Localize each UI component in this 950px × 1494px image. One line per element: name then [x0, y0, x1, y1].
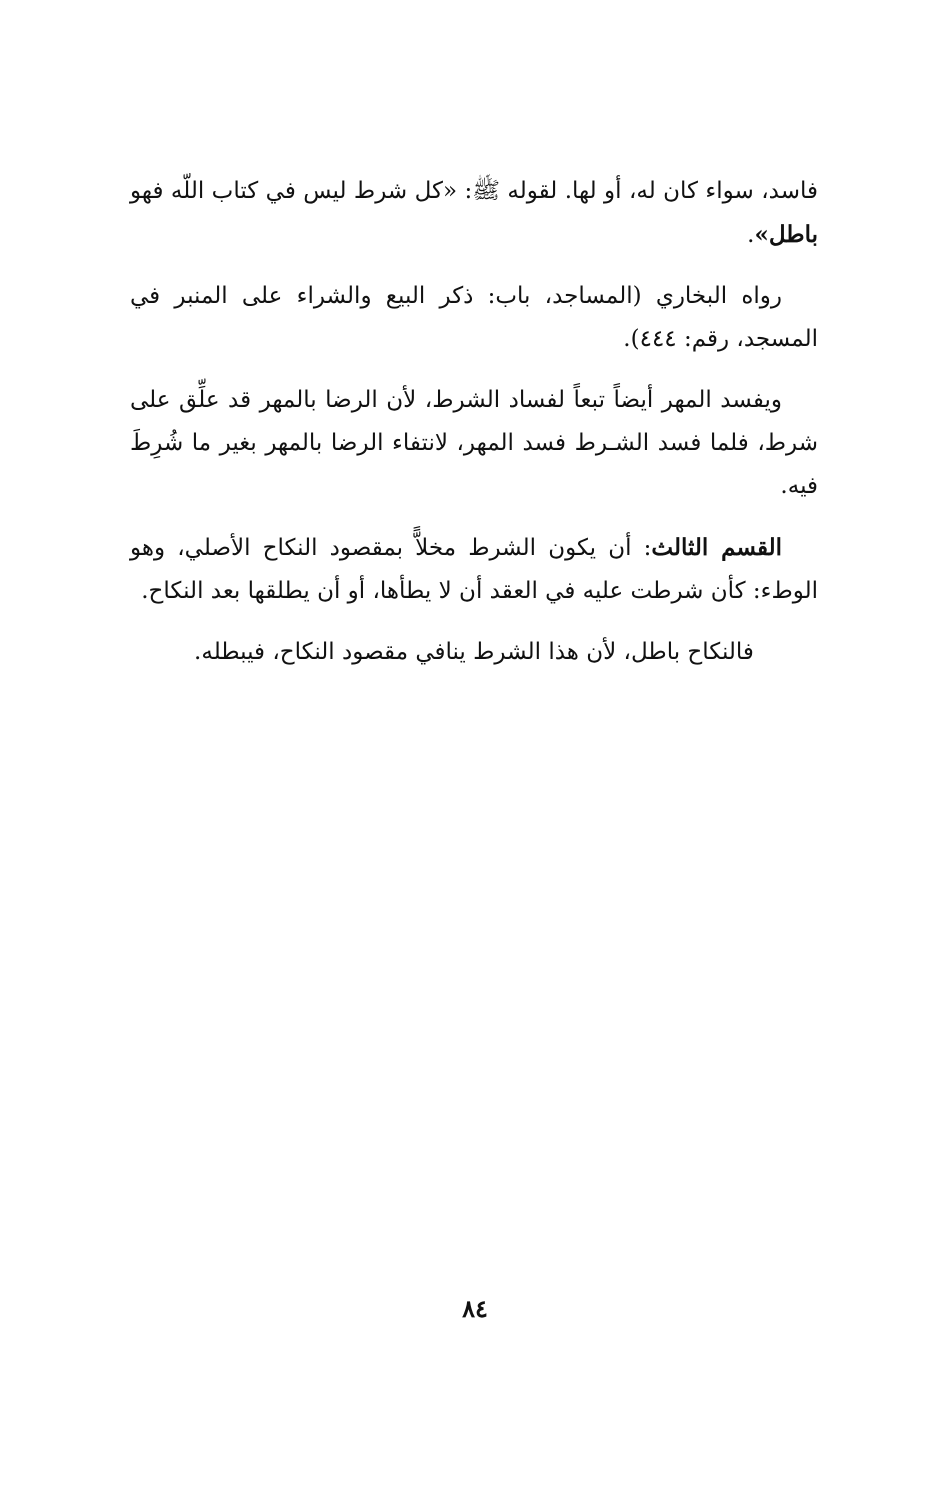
- page-number: ٨٤: [462, 1294, 488, 1323]
- paragraph-hadith: [130, 170, 818, 257]
- paragraph-mahr-text: ويفسد المهر أيضاً تبعاً لفساد الشرط، لأن الرضا بالمهر قد علِّق على شرط، فلما فسد الشـرط فسد المهر، لانتفاء الرضا بالمهر بغير ما شُرِطَ فيه.: [130, 387, 818, 499]
- paragraph-hadith-bold: باطل»: [754, 221, 818, 248]
- paragraph-hadith-text: فاسد، سواء كان له، أو لها. لقوله ﷺ: «كل شرط ليس في كتاب اللّه فهو: [130, 178, 818, 204]
- paragraph-third-section-text: : أن يكون الشرط مخلاًّ بمقصود النكاح الأصلي، وهو الوطء: كأن شرطت عليه في العقد أن لا يطأها، أو أن يطلقها بعد النكاح.: [130, 535, 818, 604]
- paragraph-mahr: [130, 379, 818, 508]
- paragraph-hadith-end: .: [747, 222, 755, 248]
- body-text: [130, 170, 818, 692]
- paragraph-reference-text: رواه البخاري (المساجد، باب: ذكر البيع والشراء على المنبر في المسجد، رقم: ٤٤٤).: [130, 283, 818, 352]
- paragraph-conclusion-text: فالنكاح باطل، لأن هذا الشرط ينافي مقصود النكاح، فيبطله.: [194, 639, 754, 665]
- section-heading: القسم الثالث: [651, 534, 782, 561]
- paragraph-third-section: [130, 526, 818, 613]
- paragraph-conclusion: [130, 631, 818, 674]
- paragraph-reference: [130, 275, 818, 361]
